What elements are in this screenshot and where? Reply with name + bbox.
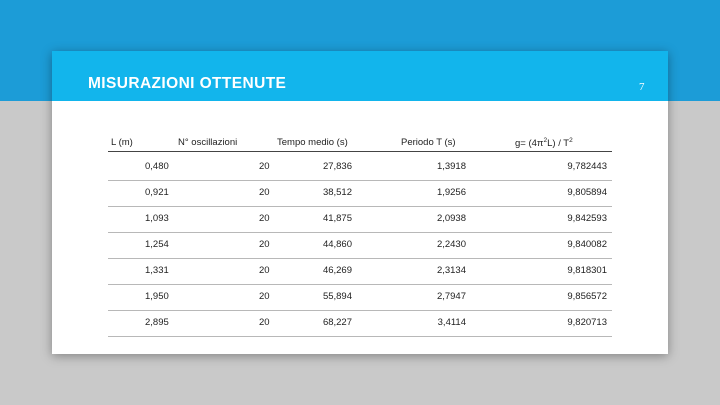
- cell-mean-time: 46,269: [322, 265, 352, 276]
- header-g-prefix: g= (4π: [515, 138, 544, 150]
- cell-period: 1,3918: [436, 161, 466, 172]
- header-g-sup1: 2: [543, 137, 548, 144]
- cell-g: 9,820713: [567, 317, 607, 328]
- header-g-sup2: 2: [569, 137, 573, 144]
- cell-g: 9,842593: [567, 213, 607, 224]
- row-rule: [108, 284, 612, 285]
- cell-oscillations: 20: [259, 265, 270, 276]
- cell-length: 1,950: [145, 291, 169, 302]
- header-oscillations: N° oscillazioni: [178, 137, 238, 148]
- header-g-mid: L) / T: [547, 138, 570, 150]
- cell-period: 2,2430: [436, 239, 466, 250]
- cell-mean-time: 27,836: [322, 161, 352, 172]
- cell-period: 2,3134: [436, 265, 466, 276]
- cell-length: 2,895: [145, 317, 169, 328]
- cell-g: 9,782443: [567, 161, 607, 172]
- cell-period: 1,9256: [436, 187, 466, 198]
- cell-length: 0,921: [145, 187, 169, 198]
- cell-oscillations: 20: [259, 161, 270, 172]
- cell-oscillations: 20: [259, 291, 270, 302]
- page-number: 7: [639, 81, 645, 93]
- header-mean-time: Tempo medio (s): [277, 137, 348, 148]
- cell-g: 9,805894: [567, 187, 607, 198]
- cell-oscillations: 20: [259, 239, 270, 250]
- row-rule: [108, 206, 612, 207]
- cell-g: 9,856572: [567, 291, 607, 302]
- cell-g: 9,818301: [567, 265, 607, 276]
- header-length: L (m): [111, 137, 133, 148]
- cell-period: 3,4114: [437, 317, 466, 328]
- header-period: Periodo T (s): [401, 137, 456, 148]
- row-rule: [108, 336, 612, 337]
- cell-oscillations: 20: [259, 317, 270, 328]
- cell-period: 2,0938: [436, 213, 466, 224]
- cell-mean-time: 55,894: [322, 291, 352, 302]
- cell-oscillations: 20: [259, 213, 270, 224]
- row-rule: [108, 180, 612, 181]
- header-rule: [108, 151, 612, 152]
- cell-length: 1,254: [145, 239, 169, 250]
- cell-length: 0,480: [145, 161, 169, 172]
- cell-length: 1,093: [145, 213, 169, 224]
- cell-mean-time: 38,512: [322, 187, 352, 198]
- cell-g: 9,840082: [567, 239, 607, 250]
- cell-oscillations: 20: [259, 187, 270, 198]
- cell-mean-time: 44,860: [322, 239, 352, 250]
- row-rule: [108, 310, 612, 311]
- cell-mean-time: 68,227: [322, 317, 352, 328]
- cell-mean-time: 41,875: [322, 213, 352, 224]
- row-rule: [108, 232, 612, 233]
- cell-length: 1,331: [145, 265, 169, 276]
- cell-period: 2,7947: [436, 291, 466, 302]
- header-g-formula: [515, 137, 573, 149]
- slide-title: MISURAZIONI OTTENUTE: [88, 75, 287, 92]
- row-rule: [108, 258, 612, 259]
